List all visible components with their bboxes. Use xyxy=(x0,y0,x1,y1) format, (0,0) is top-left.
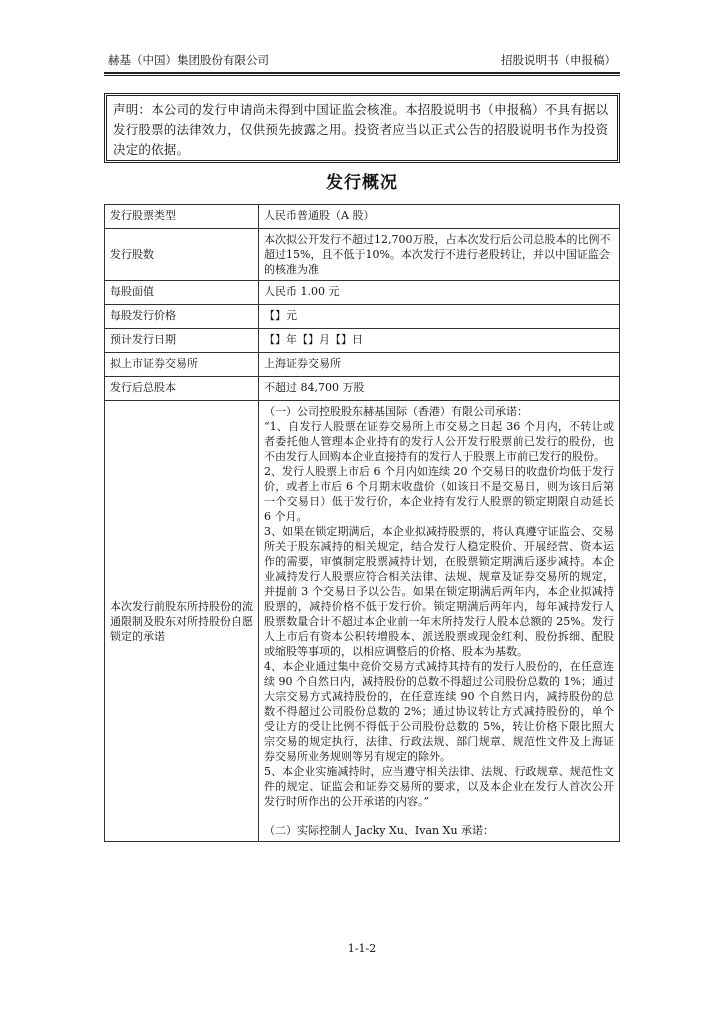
row-label: 拟上市证券交易所 xyxy=(105,353,259,377)
row-value: 人民币 1.00 元 xyxy=(259,281,620,305)
row-value: 人民币普通股（A 股） xyxy=(259,205,620,229)
lockup-paragraph: （一）公司控股股东赫基国际（香港）有限公司承诺： xyxy=(264,405,528,418)
lockup-paragraph: 2、发行人股票上市后 6 个月内如连续 20 个交易日的收盘价均低于发行价，或者上市后 6 个月期末收盘价（如该日不是交易日，则为该日后第一个交易日）低于发行价，本企业持有发行人股票的锁定期限自动延长 6 个月。 xyxy=(264,465,614,523)
lockup-paragraph: （二）实际控制人 Jacky Xu、Ivan Xu 承诺： xyxy=(264,824,495,837)
row-value: 【】元 xyxy=(259,305,620,329)
table-row xyxy=(105,329,620,353)
row-value: 不超过 84,700 万股 xyxy=(259,377,620,401)
row-value xyxy=(259,401,620,842)
row-label: 发行股票类型 xyxy=(105,205,259,229)
section-title: 发行概况 xyxy=(326,173,398,193)
page-number: 1-1-2 xyxy=(347,942,377,955)
table-row xyxy=(105,281,620,305)
header-rule xyxy=(104,75,620,76)
table-row xyxy=(105,229,620,281)
table-row xyxy=(105,401,620,842)
row-label: 发行后总股本 xyxy=(105,377,259,401)
row-value: 【】年【】月【】日 xyxy=(259,329,620,353)
declaration-box: 声明：本公司的发行申请尚未得到中国证监会核准。本招股说明书（申报稿）不具有据以发行股票的法律效力，仅供预先披露之用。投资者应当以正式公告的招股说明书作为投资决定的依据。 xyxy=(104,93,620,163)
row-label: 本次发行前股东所持股份的流通限制及股东对所持股份自愿锁定的承诺 xyxy=(105,401,259,842)
row-label: 每股发行价格 xyxy=(105,305,259,329)
row-value: 本次拟公开发行不超过12,700万股，占本次发行后公司总股本的比例不超过15%，且不低于10%。本次发行不进行老股转让，并以中国证监会的核准为准 xyxy=(259,229,620,281)
header-company: 赫基（中国）集团股份有限公司 xyxy=(108,53,269,67)
header-doc-title: 招股说明书（申报稿） xyxy=(501,53,616,67)
lockup-paragraph: “1、自发行人股票在证券交易所上市交易之日起 36 个月内，不转让或者委托他人管理本企业持有的发行人公开发行股票前已发行的股份，也不由发行人回购本企业直接持有的发行人于股票上市前已发行的股份。 xyxy=(264,420,614,463)
row-label: 发行股数 xyxy=(105,229,259,281)
lockup-paragraph: 3、如果在锁定期满后，本企业拟减持股票的，将认真遵守证监会、交易所关于股东减持的相关规定，结合发行人稳定股价、开展经营、资本运作的需要，审慎制定股票减持计划，在股票锁定期满后逐步减持。本企业减持发行人股票应符合相关法律、法规、规章及证券交易所的规定，并提前 3 个交易日予以公告。如果在锁定期满后两年内，本企业拟减持股票的，减持价格不低于发行价。锁定期满后两年内，每年减持发行人股票数量合计不超过本企业前一年末所持发行人股本总额的 25%。发行人上市后有资本公积转增股本、派送股票或现金红利、股份拆细、配股或缩股等事项的，以相应调整后的价格、股本为基数。 xyxy=(264,525,614,658)
row-label: 每股面值 xyxy=(105,281,259,305)
table-row xyxy=(105,377,620,401)
offering-table xyxy=(104,204,620,842)
lockup-paragraph: 4、本企业通过集中竞价交易方式减持其持有的发行人股份的，在任意连续 90 个自然日内，减持股份的总数不得超过公司股份总数的 1%；通过大宗交易方式减持股份的，在任意连续 90 个自然日内，减持股份的总数不得超过公司股份总数的 2%；通过协议转让方式减持股份的，单个受让方的受让比例不得低于公司股份总数的 5%，转让价格下限比照大宗交易的规定执行，法律、行政法规、部门规章、规范性文件及上海证券交易所业务规则等另有规定的除外。 xyxy=(264,660,614,763)
table-row xyxy=(105,353,620,377)
paragraph-gap xyxy=(264,809,614,823)
row-label: 预计发行日期 xyxy=(105,329,259,353)
row-value: 上海证券交易所 xyxy=(259,353,620,377)
page-header xyxy=(104,50,620,74)
lockup-paragraph: 5、本企业实施减持时，应当遵守相关法律、法规、行政规章、规范性文件的规定、证监会和证券交易所的要求，以及本企业在发行人首次公开发行时所作出的公开承诺的内容。” xyxy=(264,765,614,808)
table-row xyxy=(105,305,620,329)
table-row xyxy=(105,205,620,229)
